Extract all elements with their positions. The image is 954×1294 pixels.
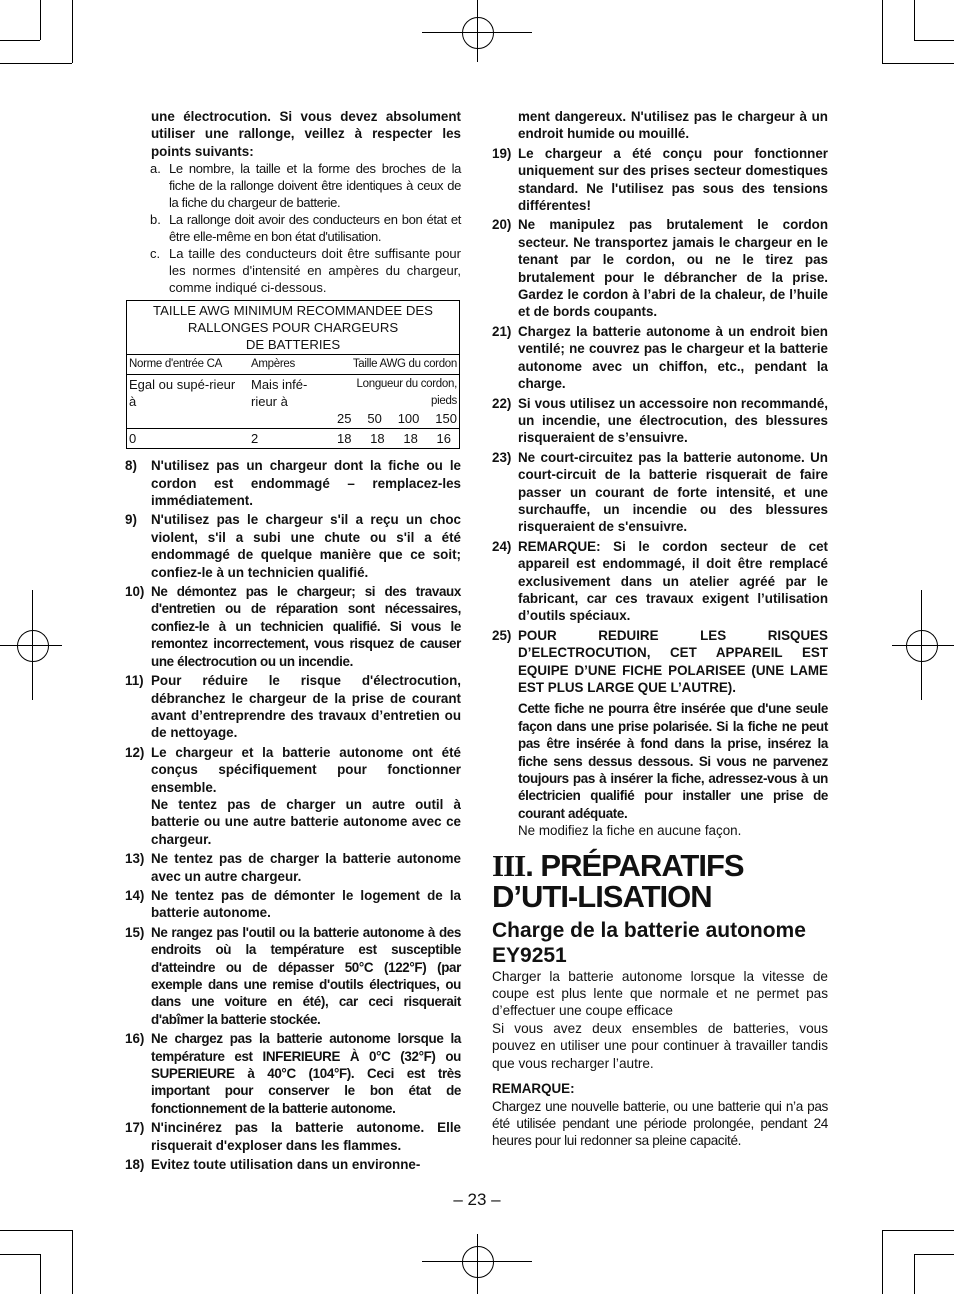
item-text: Le chargeur et la batterie autonome ont été conçus spécifiquement pour fonctionner ensemble. [151, 744, 461, 795]
item-text: Ne démontez pas le chargeur; si des travaux d'entretien ou de réparation sont nécessaires, confiez-le à un technicien qualifié. Si vous le remontez incorrectement, vous risquez de causer une électrocution ou un incendie. [151, 584, 461, 669]
awg-value: 18 [370, 431, 385, 447]
section-numeral: III [492, 847, 526, 883]
item-number: 18) [125, 1157, 145, 1173]
section-title [492, 847, 828, 914]
item-text: Ne tentez pas de charger la batterie autonome avec un autre chargeur. [151, 851, 461, 884]
item-text: Chargez la batterie autonome à un endroit bien ventilé; ne couvrez pas le chargeur et la batterie autonome avec un chiffon, etc., pendant la charge. [518, 323, 828, 392]
item-text: Ne court-circuitez pas la batterie autonome. Un court-circuit de la batterie risquerait de faire passer un courant de forte intensité, et une surchauffe, un incendie ou des blessures risqueraient de s'ensuivre. [518, 449, 828, 535]
table-cell: Egal ou supé-rieur à [127, 375, 244, 429]
item-letter: c. [150, 246, 161, 262]
list-item [492, 627, 828, 697]
item-number: 17) [125, 1120, 145, 1136]
list-item [125, 1156, 461, 1173]
list-item [492, 395, 828, 447]
item-letter: b. [150, 212, 161, 228]
list-item [492, 323, 828, 393]
item-number: 21) [492, 323, 512, 339]
column-header: Taille AWG du cordon [331, 355, 460, 375]
item-text: La rallonge doit avoir des conducteurs en bon état et être elle-même en bon état d'utilisation. [169, 212, 461, 245]
table-cell [331, 429, 460, 449]
table-cell: 0 [129, 431, 137, 447]
item-letter: a. [150, 161, 161, 177]
section-title-text: . PRÉPARATIFS D’UTI-LISATION [492, 847, 744, 914]
table-title [127, 301, 460, 355]
item-text: Evitez toute utilisation dans un environne- [151, 1157, 421, 1173]
item-text: Ne tentez pas de charger un autre outil à batterie ou une autre batterie autonome avec ce chargeur. [151, 796, 461, 847]
item-number: 16) [125, 1031, 145, 1047]
item-text: Si vous utilisez un accessoire non recommandé, un incendie, une électrocution, des blessures risqueraient de s’ensuivre. [518, 395, 828, 446]
remark-label: REMARQUE: [492, 1081, 575, 1097]
awg-value: 16 [436, 431, 451, 447]
item-number: 13) [125, 851, 145, 867]
item-number: 22) [492, 395, 512, 411]
polarized-note: Cette fiche ne pourra être insérée que d'une seule façon dans une prise polarisée. Si la fiche ne peut pas être insérée à fond dans la prise, insérez la fiche sens dessus dessous. Si vous ne parvenez toujours pas à insérer la fiche, adressez-vous à un électricien qualifié pour installer une prise de courant adéquate. [518, 701, 828, 821]
item-text: Le nombre, la taille et la forme des broches de la fiche de la rallonge doivent être identiques à ceux de la fiche du chargeur de batterie. [169, 161, 461, 211]
item-text: REMARQUE: Si le cordon secteur de cet appareil est endommagé, il doit être remplacé exclusivement dans un atelier agréé par le fabricant, car ces travaux exigent l’utilisation d’outils spéciaux. [518, 538, 828, 624]
item-number: 23) [492, 449, 512, 465]
awg-table [126, 300, 460, 449]
polarized-note-plain: Ne modifiez la fiche en aucune façon. [518, 823, 742, 839]
item-number: 15) [125, 924, 145, 940]
list-item [125, 672, 461, 742]
item-number: 10) [125, 584, 145, 600]
page-number: – 23 – [453, 1190, 501, 1209]
right-column [492, 108, 828, 1150]
list-item [125, 583, 461, 670]
table-title-line: RALLONGES POUR CHARGEURS [187, 320, 399, 336]
list-item [125, 887, 461, 922]
column-header: Ampères [243, 355, 331, 375]
list-item [125, 850, 461, 885]
length-value: 25 [337, 411, 352, 427]
item-text: N'utilisez pas le chargeur s'il a reçu un choc violent, s'il a subi une chute ou s'il a été endommagé de quelque manière que ce soit; confiez-le à un technicien qualifié. [151, 512, 461, 580]
item-text: Ne rangez pas l'outil ou la batterie autonome à des endroits où la température est susceptible d'atteindre ou de dépasser 50°C (122°F) (par exemple dans une remise d'outils électriques, ou dans une voiture en été), car ceci risquerait d'abîmer la batterie stockée. [151, 924, 461, 1027]
list-item [125, 511, 461, 581]
item-number: 14) [125, 887, 145, 903]
list-item [150, 211, 461, 245]
list-item [150, 160, 461, 211]
item-number: 19) [492, 145, 512, 161]
remark-text: Chargez une nouvelle batterie, ou une batterie qui n’a pas été utilisée pendant une période prolongée, pendant 24 heures pour lui redonner sa pleine capacité. [492, 1098, 828, 1149]
item-text: N'utilisez pas un chargeur dont la fiche ou le cordon est endommagé – remplacez-les immédiatement. [151, 458, 461, 509]
item-text: Ne tentez pas de démonter le logement de la batterie autonome. [151, 887, 461, 921]
item-text: Pour réduire le risque d'électrocution, débranchez le chargeur de la prise de courant avant d’entreprendre des travaux d’entretien ou de nettoyage. [151, 673, 461, 741]
continuation-text: ment dangereux. N'utilisez pas le chargeur à un endroit humide ou mouillé. [518, 109, 828, 142]
table-cell: Mais infé-rieur à [243, 375, 331, 429]
table-cell [331, 375, 460, 429]
length-value: 50 [367, 411, 382, 427]
item-text: N'incinérez pas la batterie autonome. Elle risquerait d'exploser dans les flammes. [151, 1120, 461, 1153]
length-value: 100 [397, 411, 420, 427]
awg-value: 18 [403, 431, 418, 447]
list-item [492, 449, 828, 536]
table-title-line: DE BATTERIES [245, 337, 341, 353]
item-text: Le chargeur a été conçu pour fonctionner uniquement sur des prises secteur domestiques standard. Ne l'utilisez pas sous des tensions différentes! [518, 145, 828, 214]
subsection-title: Charge de la batterie autonome EY9251 [492, 918, 806, 967]
list-item [125, 744, 461, 848]
list-item [125, 1030, 461, 1117]
list-item [492, 538, 828, 625]
item-number: 12) [125, 744, 145, 760]
awg-value: 18 [337, 431, 352, 447]
list-item [150, 245, 461, 296]
item-number: 11) [125, 673, 144, 689]
table-cell: 2 [251, 431, 259, 447]
cord-length-label: Longueur du cordon, pieds [356, 378, 457, 408]
intro-text: une électrocution. Si vous devez absolument utiliser une rallonge, veillez à respecter les points suivants: [151, 109, 461, 159]
list-item [125, 924, 461, 1028]
item-number: 24) [492, 538, 512, 554]
list-item [492, 145, 828, 215]
item-text: Ne chargez pas la batterie autonome lorsque la température est INFERIEURE À 0°C (32°F) ou SUPERIEURE à 40°C (104°F). Ceci est très important pour conserver le bon état de fonctionnement de la batterie autonome. [151, 1031, 461, 1116]
item-text: Ne manipulez pas brutalement le cordon secteur. Ne transportez jamais le chargeur en le tenant par le cordon, ou ne le tirez pas brutalement pour le débrancher de la prise. Gardez le cordon à l’abri de la chaleur, de l’huile et de bords coupants. [518, 217, 828, 320]
item-number: 20) [492, 217, 512, 233]
left-column [125, 108, 461, 1173]
list-item [492, 216, 828, 320]
item-number: 8) [125, 458, 137, 474]
list-item [125, 457, 461, 509]
paragraph: Si vous avez deux ensembles de batteries, vous pouvez en utiliser une pour continuer à travailler tandis que vous recharger l’autre. [492, 1020, 828, 1071]
item-text: POUR REDUIRE LES RISQUES D’ELECTROCUTION, CET APPAREIL EST EQUIPE D’UNE FICHE POLARISEE (UNE LAME EST PLUS LARGE QUE L’AUTRE). [518, 627, 828, 695]
list-item [125, 1119, 461, 1154]
column-header: Norme d'entrée CA [127, 355, 244, 375]
paragraph: Charger la batterie autonome lorsque la vitesse de coupe est plus lente que normale et ne permet pas d’effectuer une coupe efficace [492, 968, 828, 1019]
item-number: 25) [492, 627, 512, 643]
item-text: La taille des conducteurs doit être suffisante pour les normes d'intensité en ampères du chargeur, comme indiqué ci-dessous. [169, 246, 461, 296]
length-value: 150 [435, 411, 457, 427]
table-title-line: TAILLE AWG MINIMUM RECOMMANDEE DES [153, 303, 433, 319]
item-number: 9) [125, 512, 137, 528]
